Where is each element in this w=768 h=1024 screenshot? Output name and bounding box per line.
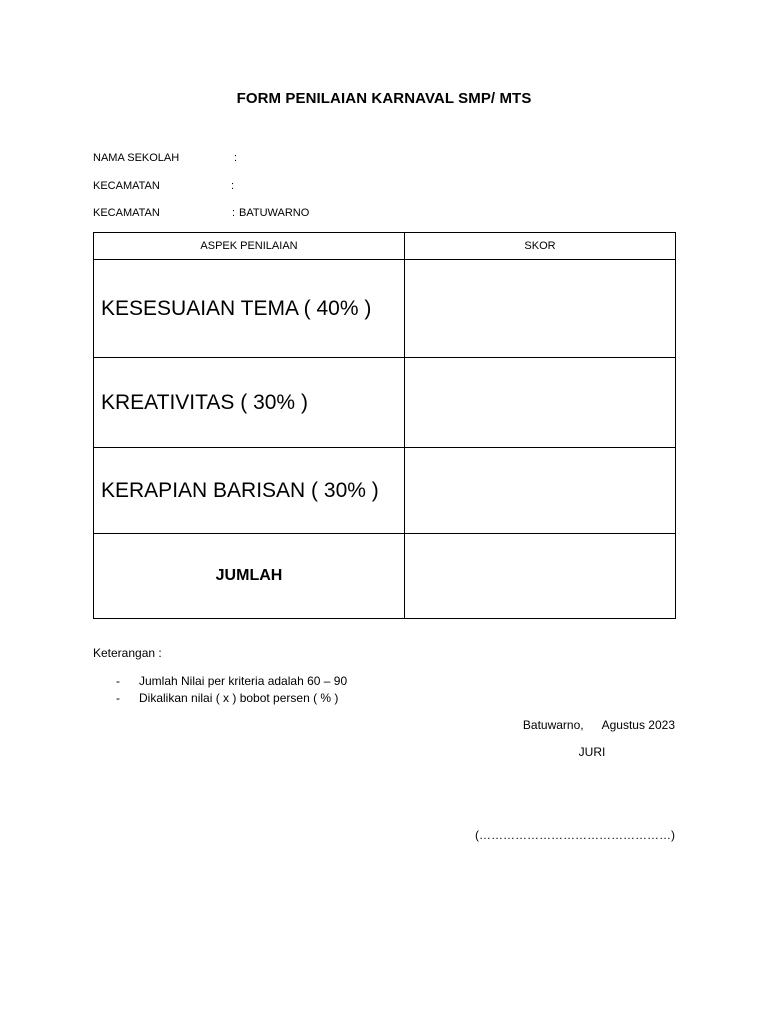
score-cell-creativity[interactable] <box>405 358 676 448</box>
district-label: KECAMATAN <box>93 180 160 192</box>
place: Batuwarno, <box>522 718 584 732</box>
note-text: Jumlah Nilai per kriteria adalah 60 – 90 <box>139 674 348 688</box>
table-row <box>94 358 676 448</box>
place-date <box>523 718 675 732</box>
district-value-2: BATUWARNO <box>239 207 310 219</box>
header-score: SKOR <box>405 233 676 260</box>
district-colon-2: : <box>232 207 236 219</box>
aspect-neatness: KERAPIAN BARISAN ( 30% ) <box>94 448 405 534</box>
aspect-creativity: KREATIVITAS ( 30% ) <box>94 358 405 448</box>
note-text: Dikalikan nilai ( x ) bobot persen ( % ) <box>139 691 339 705</box>
aspect-theme: KESESUAIAN TEMA ( 40% ) <box>94 260 405 358</box>
table-total-row <box>94 534 676 619</box>
table-header-row <box>94 233 676 260</box>
bullet-dash: - <box>116 691 120 705</box>
total-label: JUMLAH <box>94 534 405 619</box>
total-score-cell[interactable] <box>405 534 676 619</box>
district-colon: : <box>231 180 235 192</box>
school-name-colon: : <box>234 152 238 164</box>
date: Agustus 2023 <box>601 718 675 732</box>
table-row <box>94 260 676 358</box>
header-aspect: ASPEK PENILAIAN <box>94 233 405 260</box>
score-cell-theme[interactable] <box>405 260 676 358</box>
score-cell-neatness[interactable] <box>405 448 676 534</box>
school-name-label: NAMA SEKOLAH <box>93 152 180 164</box>
signer-role: JURI <box>578 745 606 759</box>
notes-title: Keterangan : <box>93 646 162 660</box>
table-row <box>94 448 676 534</box>
district-label-2: KECAMATAN <box>93 207 160 219</box>
signature-line: (…………………………………………) <box>475 828 675 842</box>
form-title: FORM PENILAIAN KARNAVAL SMP/ MTS <box>236 90 532 107</box>
bullet-dash: - <box>116 674 120 688</box>
assessment-table <box>93 232 676 619</box>
